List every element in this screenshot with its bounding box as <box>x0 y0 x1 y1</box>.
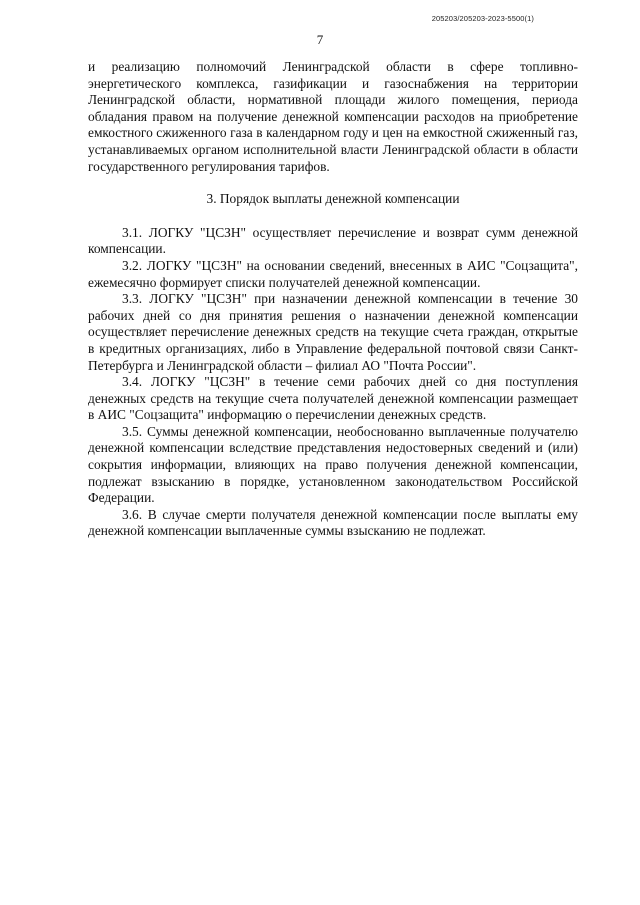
paragraph-3-3: 3.3. ЛОГКУ "ЦСЗН" при назначении денежной компенсации в течение 30 рабочих дней со дня принятия решения о назначении денежной компенсации осуществляет перечисление денежных средств на текущие счета граждан, открытые в кредитных организациях, либо в Управление федеральной почтовой связи Санкт-Петербурга и Ленинградской области – филиал АО "Почта России". <box>88 291 578 373</box>
paragraph-3-1: 3.1. ЛОГКУ "ЦСЗН" осуществляет перечисление и возврат сумм денежной компенсации. <box>88 224 578 257</box>
paragraph-3-2: 3.2. ЛОГКУ "ЦСЗН" на основании сведений, внесенных в АИС "Соцзащита", ежемесячно формирует списки получателей денежной компенсации. <box>88 257 578 290</box>
section-heading: 3. Порядок выплаты денежной компенсации <box>206 191 460 207</box>
document-body <box>88 59 578 540</box>
paragraph-3-5: 3.5. Суммы денежной компенсации, необоснованно выплаченные получателю денежной компенсации вследствие представления недостоверных сведений и (или) сокрытия информации, влияющих на право получения денежной компенсации, подлежат взысканию в порядке, установленном законодательством Российской Федерации. <box>88 423 578 506</box>
document-code: 205203/205203-2023-5500(1) <box>431 14 534 23</box>
page-number: 7 <box>316 32 324 47</box>
paragraph-3-4: 3.4. ЛОГКУ "ЦСЗН" в течение семи рабочих дней со дня поступления денежных средств на текущие счета получателей денежной компенсации размещает в АИС "Соцзащита" информацию о перечислении денежных средств. <box>88 374 578 423</box>
paragraph-3-6: 3.6. В случае смерти получателя денежной компенсации после выплаты ему денежной компенсации выплаченные суммы взысканию не подлежат. <box>88 506 578 539</box>
intro-paragraph: и реализацию полномочий Ленинградской области в сфере топливно-энергетического комплекса, газификации и газоснабжения на территории Ленинградской области, нормативной площади жилого помещения, периода обладания правом на получение денежной компенсации расходов на приобретение емкостного сжиженного газа в календарном году и цен на емкостной сжиженный газ, устанавливаемых органом исполнительной власти Ленинградской области в области государственного регулирования тарифов. <box>88 59 578 174</box>
